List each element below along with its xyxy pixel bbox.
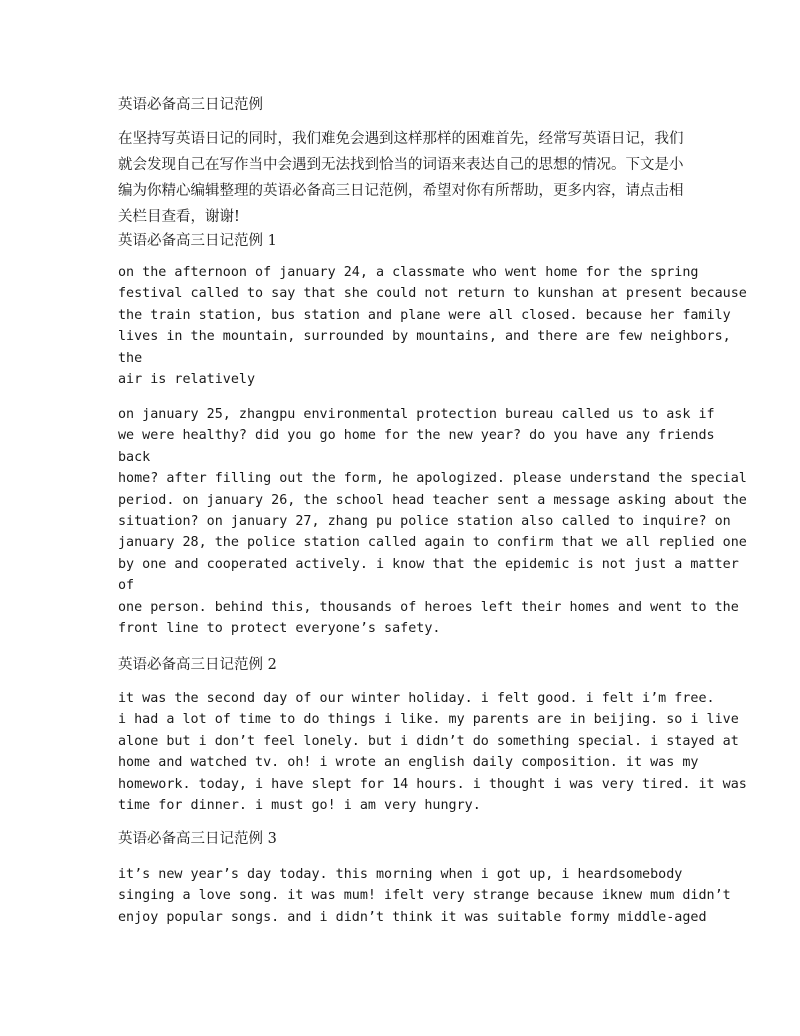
text-line: front line to protect everyone’s safety. bbox=[118, 621, 441, 637]
text-line: it’s new year’s day today. this morning when i got up, i heardsomebody bbox=[118, 867, 683, 882]
paragraph bbox=[118, 864, 731, 928]
text-line: january 28, the police station called again to confirm that we all replied one bbox=[118, 535, 747, 551]
intro-line: 在坚持写英语日记的同时，我们难免会遇到这样那样的困难首先，经常写英语日记，我们 bbox=[118, 131, 684, 147]
text-line: situation? on january 27, zhang pu police station also called to inquire? on bbox=[118, 514, 731, 530]
text-line: singing a love song. it was mum! ifelt very strange because iknew mum didn’t bbox=[118, 888, 731, 904]
text-line: time for dinner. i must go! i am very hungry. bbox=[118, 798, 481, 814]
text-line: i had a lot of time to do things i like. my parents are in beijing. so i live bbox=[118, 712, 739, 728]
text-line: we were healthy? did you go home for the new year? do you have any friends bbox=[118, 428, 715, 444]
text-line: of bbox=[118, 578, 135, 594]
intro-line: 编为你精心编辑整理的英语必备高三日记范例，希望对你有所帮助，更多内容，请点击相 bbox=[118, 183, 684, 199]
section-heading: 英语必备高三日记范例 3 bbox=[118, 831, 277, 847]
text-line: the train station, bus station and plane were all closed. because her family bbox=[118, 307, 731, 323]
text-line: period. on january 26, the school head teacher sent a message asking about the bbox=[118, 492, 747, 508]
text-line: on january 25, zhangpu environmental protection bureau called us to ask if bbox=[118, 407, 715, 422]
text-line: it was the second day of our winter holiday. i felt good. i felt i’m free. bbox=[118, 691, 715, 706]
text-line: homework. today, i have slept for 14 hours. i thought i was very tired. it was bbox=[118, 776, 747, 792]
section-heading: 英语必备高三日记范例 2 bbox=[118, 657, 277, 673]
paragraph bbox=[118, 404, 747, 639]
text-line: alone but i don’t feel lonely. but i didn’t do something special. i stayed at bbox=[118, 733, 739, 749]
text-line: by one and cooperated actively. i know that the epidemic is not just a matter bbox=[118, 556, 739, 572]
text-line: lives in the mountain, surrounded by mountains, and there are few neighbors, bbox=[118, 329, 731, 345]
text-line: the bbox=[118, 350, 143, 366]
intro-line: 关栏目查看，谢谢! bbox=[118, 209, 240, 225]
text-line: home? after filling out the form, he apologized. please understand the special bbox=[118, 471, 747, 487]
intro-paragraph bbox=[118, 126, 688, 230]
section-heading: 英语必备高三日记范例 1 bbox=[118, 233, 277, 249]
intro-line: 就会发现自己在写作当中会遇到无法找到恰当的词语来表达自己的思想的情况。下文是小 bbox=[118, 157, 684, 173]
text-line: one person. behind this, thousands of heroes left their homes and went to the bbox=[118, 599, 739, 615]
text-line: back bbox=[118, 449, 151, 465]
text-line: festival called to say that she could not return to kunshan at present because bbox=[118, 286, 747, 302]
document-title: 英语必备高三日记范例 bbox=[118, 97, 263, 113]
text-line: enjoy popular songs. and i didn’t think it was suitable formy middle-aged bbox=[118, 909, 707, 925]
paragraph bbox=[118, 262, 747, 390]
text-line: air is relatively bbox=[118, 372, 256, 388]
text-line: home and watched tv. oh! i wrote an english daily composition. it was my bbox=[118, 755, 699, 771]
paragraph bbox=[118, 688, 747, 816]
text-line: on the afternoon of january 24, a classmate who went home for the spring bbox=[118, 265, 699, 280]
